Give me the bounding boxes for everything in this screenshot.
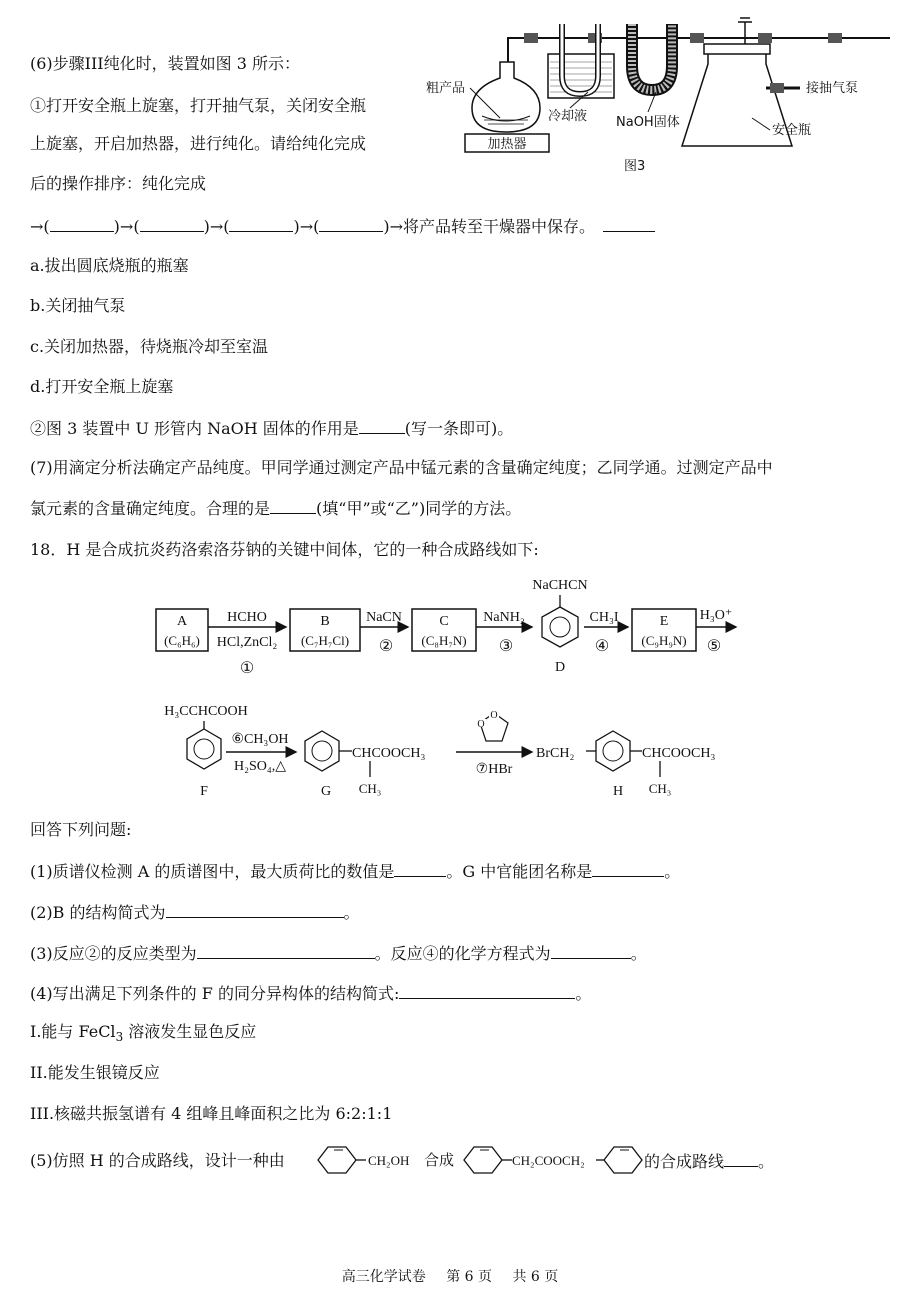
reaction-2-reagent: NaCN: [366, 610, 402, 625]
svg-text:O: O: [477, 719, 485, 730]
naoh-label: NaOH固体: [616, 115, 680, 130]
q18-sub1: (1)质谱仪检测 A 的质谱图中，最大质荷比的数值是 。G 中官能团名称是 。: [30, 862, 681, 881]
pump-label: 接抽气泵: [806, 81, 859, 96]
reaction-3-reagent: NaNH₂: [483, 610, 525, 625]
reaction-3-number: ③: [498, 638, 514, 655]
exam-title: 高三化学试卷: [341, 1269, 426, 1285]
reaction-1-number: ①: [239, 660, 255, 677]
compound-g-label: G: [320, 784, 332, 799]
reaction-5-number: ⑤: [706, 638, 722, 655]
figure-caption: 图3: [624, 159, 646, 174]
coolant-label: 冷却液: [548, 109, 588, 124]
answer-blank[interactable]: [359, 418, 405, 434]
compound-h-benzene-ring: [596, 731, 630, 771]
round-bottom-flask: [472, 62, 540, 132]
reaction-1-reagent: HCHO: [227, 610, 267, 625]
q6-intro: (6)步骤III纯化时，装置如图 3 所示：: [30, 54, 300, 73]
q7-line1: (7)用滴定分析法确定产品纯度。甲同学通过测定产品中锰元素的含量确定纯度；乙同学通。过测定产品中: [30, 458, 773, 477]
compound-a-label: A: [176, 614, 188, 629]
compound-h-label: H: [612, 784, 624, 799]
page-footer: [0, 1266, 900, 1286]
answer-blank[interactable]: [140, 216, 204, 232]
compound-b-formula: (C₇H₇Cl): [300, 633, 350, 648]
answer-blank[interactable]: [394, 861, 446, 877]
q6-step1-line1: ①打开安全瓶上旋塞，打开抽气泵，关闭安全瓶: [30, 96, 367, 115]
compound-e-label: E: [659, 614, 669, 629]
condition-2: II.能发生银镜反应: [30, 1063, 160, 1082]
compound-c-formula: (C₈H₇N): [421, 633, 467, 648]
compound-c-label: C: [439, 614, 449, 629]
compound-g-chain: CHCOOCH₃: [352, 746, 426, 761]
compound-f-label: F: [200, 784, 208, 799]
q6-sequence: →( )→( )→( )→( )→将产品转至干燥器中保存。: [30, 216, 655, 237]
synthesis-scheme: [0, 565, 900, 810]
answer-blank[interactable]: [229, 216, 293, 232]
compound-d-label: D: [554, 660, 566, 675]
compound-f-benzene-ring: [187, 729, 221, 769]
answer-blank[interactable]: [724, 1151, 758, 1167]
reaction-7-reagent: ⑦HBr: [475, 762, 513, 777]
compound-d-substituent: NaCHCN: [532, 578, 588, 593]
figure-3-apparatus: [420, 0, 890, 180]
compound-h-prefix: BrCH₂: [536, 746, 575, 761]
answer-blank[interactable]: [551, 943, 631, 959]
answer-blank[interactable]: [197, 943, 375, 959]
q18-intro: 18．H 是合成抗炎药洛索洛芬钠的关键中间体，它的一种合成路线如下:: [30, 540, 539, 559]
q6-part2: ②图 3 装置中 U 形管内 NaOH 固体的作用是 (写一条即可)。: [30, 419, 514, 438]
reaction-1-catalyst: HCl,ZnCl₂: [216, 635, 278, 650]
q7-line2: 氯元素的含量确定纯度。合理的是 (填“甲”或“乙”)同学的方法。: [30, 499, 522, 518]
reaction-4-reagent: CH₃I: [589, 610, 619, 625]
answer-intro: 回答下列问题:: [30, 820, 132, 839]
compound-g-benzene-ring: [305, 731, 339, 771]
q6-step1-line3: 后的操作排序：纯化完成: [30, 174, 207, 193]
q18-sub5-text: (5)仿照 H 的合成路线，设计一种由: [30, 1151, 285, 1170]
target-compound-link: CH₂COOCH₂: [512, 1153, 585, 1168]
option-a: a.拔出圆底烧瓶的瓶塞: [30, 256, 189, 275]
q6-step1-line2: 上旋塞，开启加热器，进行纯化。请给纯化完成: [30, 134, 367, 153]
answer-blank[interactable]: [592, 861, 664, 877]
compound-d-benzene-ring: [542, 607, 578, 647]
synthesize-word: 合成: [424, 1153, 455, 1169]
answer-blank[interactable]: [166, 902, 344, 918]
svg-text:O: O: [490, 710, 498, 721]
safety-flask-label: 安全瓶: [772, 123, 812, 138]
crude-product-label: 粗产品: [426, 81, 466, 96]
option-d: d.打开安全瓶上旋塞: [30, 377, 174, 396]
option-b: b.关闭抽气泵: [30, 296, 126, 315]
answer-blank[interactable]: [319, 216, 383, 232]
cooling-bath: [548, 24, 614, 98]
reaction-6-reagent: ⑥CH₃OH: [231, 732, 289, 747]
reaction-4-number: ④: [594, 638, 610, 655]
compound-a-formula: (C₆H₆): [164, 633, 200, 648]
q18-sub4: (4)写出满足下列条件的 F 的同分异构体的结构简式: 。: [30, 984, 592, 1003]
reaction-2-number: ②: [378, 638, 394, 655]
dioxolane-ring: [476, 710, 508, 741]
reaction-6-condition: H₂SO₄,△: [233, 759, 287, 774]
compound-h-chain: CHCOOCH₃: [642, 746, 716, 761]
q18-sub5-end: 的合成路线 。: [644, 1152, 775, 1171]
answer-blank[interactable]: [50, 216, 114, 232]
compound-h-methyl: CH₃: [648, 781, 672, 796]
page-number: 第 6 页: [446, 1269, 492, 1285]
compound-g-methyl: CH₃: [358, 781, 382, 796]
reaction-5-reagent: H₃O⁺: [699, 608, 733, 623]
condition-3: III.核磁共振氢谱有 4 组峰且峰面积之比为 6:2:1:1: [30, 1104, 393, 1123]
page-total: 共 6 页: [512, 1269, 559, 1285]
condition-1: I.能与 FeCl$_3$ 溶液发生显色反应: [30, 1022, 257, 1045]
answer-blank[interactable]: [399, 983, 575, 999]
answer-blank[interactable]: [603, 216, 655, 232]
compound-e-formula: (C₉H₉N): [641, 633, 687, 648]
option-c: c.关闭加热器，待烧瓶冷却至室温: [30, 337, 269, 356]
answer-blank[interactable]: [270, 498, 316, 514]
q18-sub3: (3)反应②的反应类型为 。反应④的化学方程式为 。: [30, 944, 647, 963]
heater-label: 加热器: [487, 137, 527, 152]
q18-sub2: (2)B 的结构简式为 。: [30, 903, 360, 922]
compound-b-label: B: [320, 614, 330, 629]
compound-f-substituent: H₃CCHCOOH: [164, 704, 248, 719]
start-compound-group: CH₂OH: [368, 1153, 410, 1168]
naoh-u-tube: [632, 24, 672, 90]
